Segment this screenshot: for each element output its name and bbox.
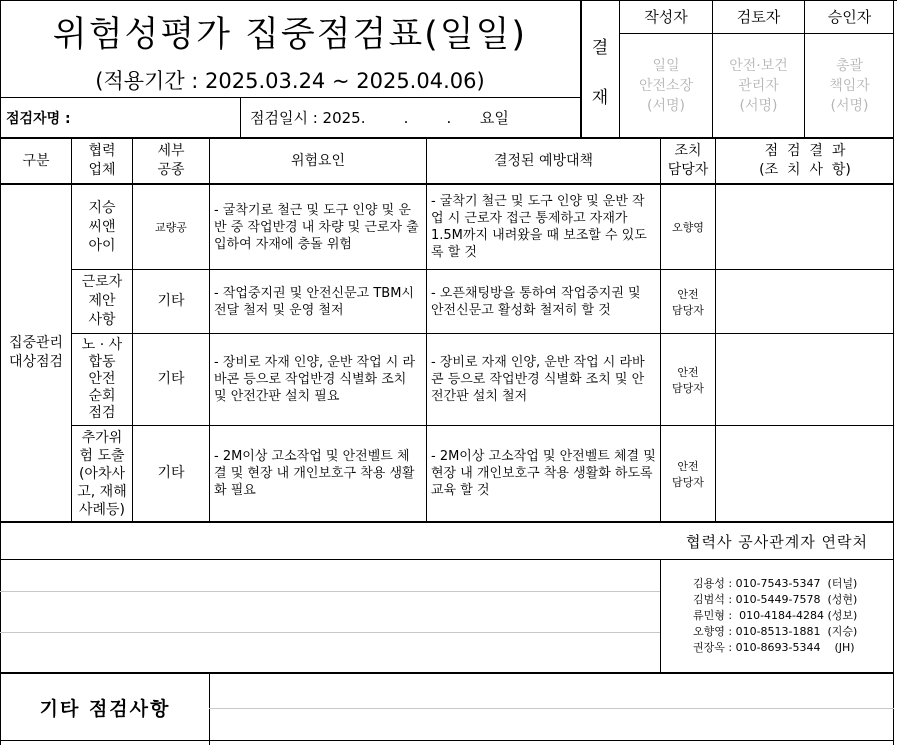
col-header-category: 구분 (22, 152, 50, 169)
signature-box-approver[interactable]: 총괄 책임자 (서명) (829, 57, 870, 114)
row2-measure: - 오픈채팅방을 통하여 작업중지권 및 안전신문고 활성화 철저히 할 것 (431, 285, 641, 318)
inspection-date: 점검일시 : 2025. . . 요일 (250, 109, 509, 127)
row4-manager: 안전 담당자 (672, 459, 704, 489)
row2-work: 기타 (157, 293, 185, 309)
contact-line: 오향영 : 010-8513-1881 (지승) (693, 625, 858, 638)
row4-company: 추가위 험 도출 (아차사 고, 재해 사례등) (77, 429, 127, 518)
signature-box-writer[interactable]: 일일 안전소장 (서명) (638, 57, 694, 114)
inspector-label: 점검자명 : (6, 110, 71, 127)
row4-work: 기타 (157, 465, 185, 481)
grid-faint-1 (0, 591, 660, 592)
row2-company: 근로자 제안 사항 (81, 274, 123, 328)
other-checks-label: 기타 점검사항 (39, 697, 171, 720)
approver-role-approver: 승인자 (827, 8, 872, 26)
period-text: (적용기간 : 2025.03.24 ~ 2025.04.06) (95, 69, 485, 93)
row1-manager: 오향영 (672, 221, 704, 234)
row3-hazard: - 장비로 자재 인양, 운반 작업 시 라바콘 등으로 작업반경 식별화 조치 및 안전간판 설치 필요 (214, 355, 416, 404)
approver-role-writer: 작성자 (644, 8, 688, 26)
header-divider (580, 0, 582, 138)
row3-result[interactable] (716, 334, 894, 425)
row3-company: 노 · 사 합동 안전 순회 점검 (81, 337, 123, 421)
bottom-line (0, 740, 894, 741)
col-header-result: 점 검 결 과 (조 치 사 항) (759, 143, 851, 178)
contact-line: 김용성 : 010-7543-5347 (터널) (693, 577, 858, 590)
row2-manager: 안전 담당자 (672, 287, 704, 317)
row1-work: 교량공 (155, 221, 187, 234)
category-cell: 집중관리 대상점검 (8, 335, 64, 370)
row4-result[interactable] (716, 426, 894, 521)
row4-measure: - 2M이상 고소작업 및 안전벨트 체결 및 현장 내 개인보호구 착용 생활화 하도록 교육 할 것 (431, 449, 656, 498)
row1-measure: - 굴착기 철근 및 도구 인양 및 운반 작업 시 근로자 접근 통제하고 자재가 1.5M까지 내려왔을 때 보조할 수 있도록 할 것 (431, 194, 647, 260)
page-title: 위험성평가 집중점검표(일일) (52, 15, 528, 55)
row1-hazard: - 굴착기로 철근 및 도구 인양 및 운반 중 작업반경 내 차량 및 근로자 출입하여 자재에 충돌 위험 (214, 202, 419, 252)
row3-work: 기타 (157, 371, 185, 387)
signature-box-reviewer[interactable]: 안전·보건 관리자 (서명) (729, 57, 788, 114)
row1-company: 지승 씨앤 아이 (88, 199, 116, 254)
col-header-work: 세부 공종 (157, 143, 185, 178)
col-header-hazard: 위험요인 (290, 152, 346, 169)
contacts-list (661, 560, 894, 672)
row2-hazard: - 작업중지권 및 안전신문고 TBM시 전달 철저 및 운영 철저 (214, 285, 414, 318)
col-header-measure: 결정된 예방대책 (493, 152, 594, 169)
contact-line: 류민형 : 010-4184-4284 (성보) (693, 609, 858, 622)
row2-result[interactable] (716, 270, 894, 333)
row3-measure: - 장비로 자재 인양, 운반 작업 시 라바콘 등으로 작업반경 식별화 조치 및 안전간판 설치 철저 (431, 355, 645, 404)
grid-faint-2 (0, 632, 660, 633)
row1-result[interactable] (716, 185, 894, 269)
contacts-title: 협력사 공사관계자 연락처 (686, 532, 868, 551)
row3-manager: 안전 담당자 (672, 365, 704, 395)
row4-hazard: - 2M이상 고소작업 및 안전벨트 체결 및 현장 내 개인보호구 착용 생활화 필요 (214, 449, 415, 498)
approval-label-top: 결 (591, 37, 609, 58)
col-header-manager: 조치 담당자 (667, 143, 709, 178)
contact-line: 권장옥 : 010-8693-5344 (JH) (693, 641, 855, 654)
contact-line: 김범석 : 010-5449-7578 (성현) (693, 593, 858, 606)
col-header-company: 협력 업체 (88, 143, 116, 178)
inspector-divider (240, 97, 241, 138)
other-checks-input-1[interactable] (210, 674, 894, 708)
other-checks-input-2[interactable] (210, 709, 894, 740)
approval-label-bottom: 재 (591, 87, 609, 108)
approver-role-reviewer: 검토자 (736, 8, 781, 26)
